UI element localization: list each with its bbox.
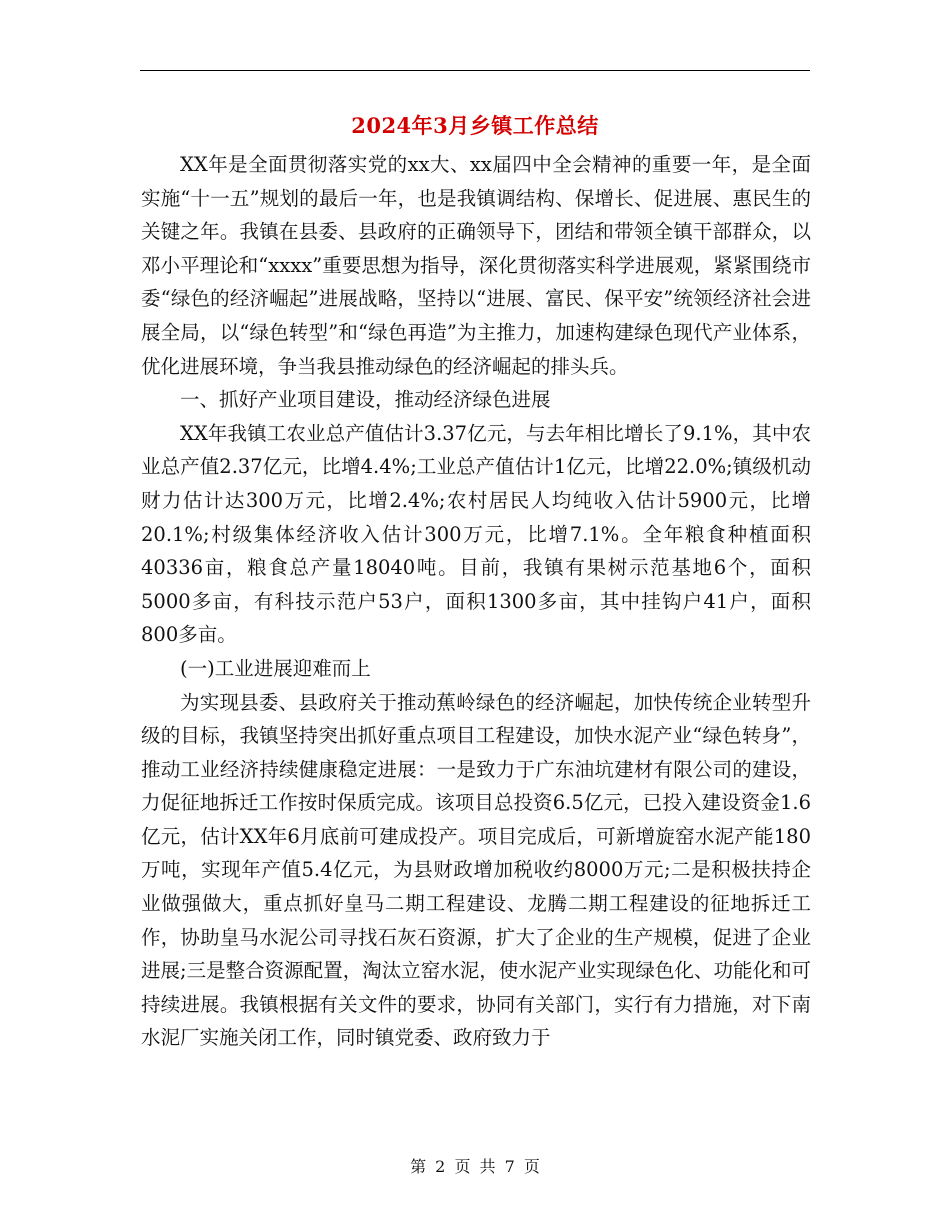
section-heading-1: 一、抓好产业项目建设，推动经济绿色进展 — [180, 388, 551, 412]
document-title: 2024年3月乡镇工作总结 — [351, 113, 599, 138]
document-body — [141, 148, 811, 1055]
paragraph-industry: 为实现县委、县政府关于推动蕉岭绿色的经济崛起，加快传统企业转型升级的目标，我镇坚持突出抓好重点项目工程建设，加快水泥产业“绿色转身”，推动工业经济持续健康稳定进展：一是致力于广东油坑建材有限公司的建设，力促征地拆迁工作按时保质完成。该项目总投资6.5亿元，已投入建设资金1.6亿元，估计XX年6月底前可建成投产。项目完成后，可新增旋窑水泥产能180万吨，实现年产值5.4亿元，为县财政增加税收约8000万元;二是积极扶持企业做强做大，重点抓好皇马二期工程建设、龙腾二期工程建设的征地拆迁工作，协助皇马水泥公司寻找石灰石资源，扩大了企业的生产规模，促进了企业进展;三是整合资源配置，淘汰立窑水泥，使水泥产业实现绿色化、功能化和可持续进展。我镇根据有关文件的要求，协同有关部门，实行有力措施，对下南水泥厂实施关闭工作，同时镇党委、政府致力于 — [141, 690, 811, 1050]
header-rule — [140, 70, 810, 71]
paragraph-economy: XX年我镇工农业总产值估计3.37亿元，与去年相比增长了9.1%，其中农业总产值2.37亿元，比增4.4%;工业总产值估计1亿元，比增22.0%;镇级机动财力估计达300万元，比增2.4%;农村居民人均纯收入估计5900元，比增20.1%;村级集体经济收入估计300万元，比增7.1%。全年粮食种植面积40336亩，粮食总产量18040吨。目前，我镇有果树示范基地6个，面积5000多亩，有科技示范户53户，面积1300多亩，其中挂钩户41户，面积800多亩。 — [141, 421, 811, 647]
page-footer: 第 2 页 共 7 页 — [410, 1157, 540, 1176]
subsection-heading-1: (一)工业进展迎难而上 — [180, 656, 371, 680]
paragraph-intro: XX年是全面贯彻落实党的xx大、xx届四中全会精神的重要一年，是全面实施“十一五”规划的最后一年，也是我镇调结构、保增长、促进展、惠民生的关键之年。我镇在县委、县政府的正确领导下，团结和带领全镇干部群众，以邓小平理论和“xxxx”重要思想为指导，深化贯彻落实科学进展观，紧紧围绕市委“绿色的经济崛起”进展战略，坚持以“进展、富民、保平安”统领经济社会进展全局，以“绿色转型”和“绿色再造”为主推力，加速构建绿色现代产业体系，优化进展环境，争当我县推动绿色的经济崛起的排头兵。 — [141, 153, 811, 378]
